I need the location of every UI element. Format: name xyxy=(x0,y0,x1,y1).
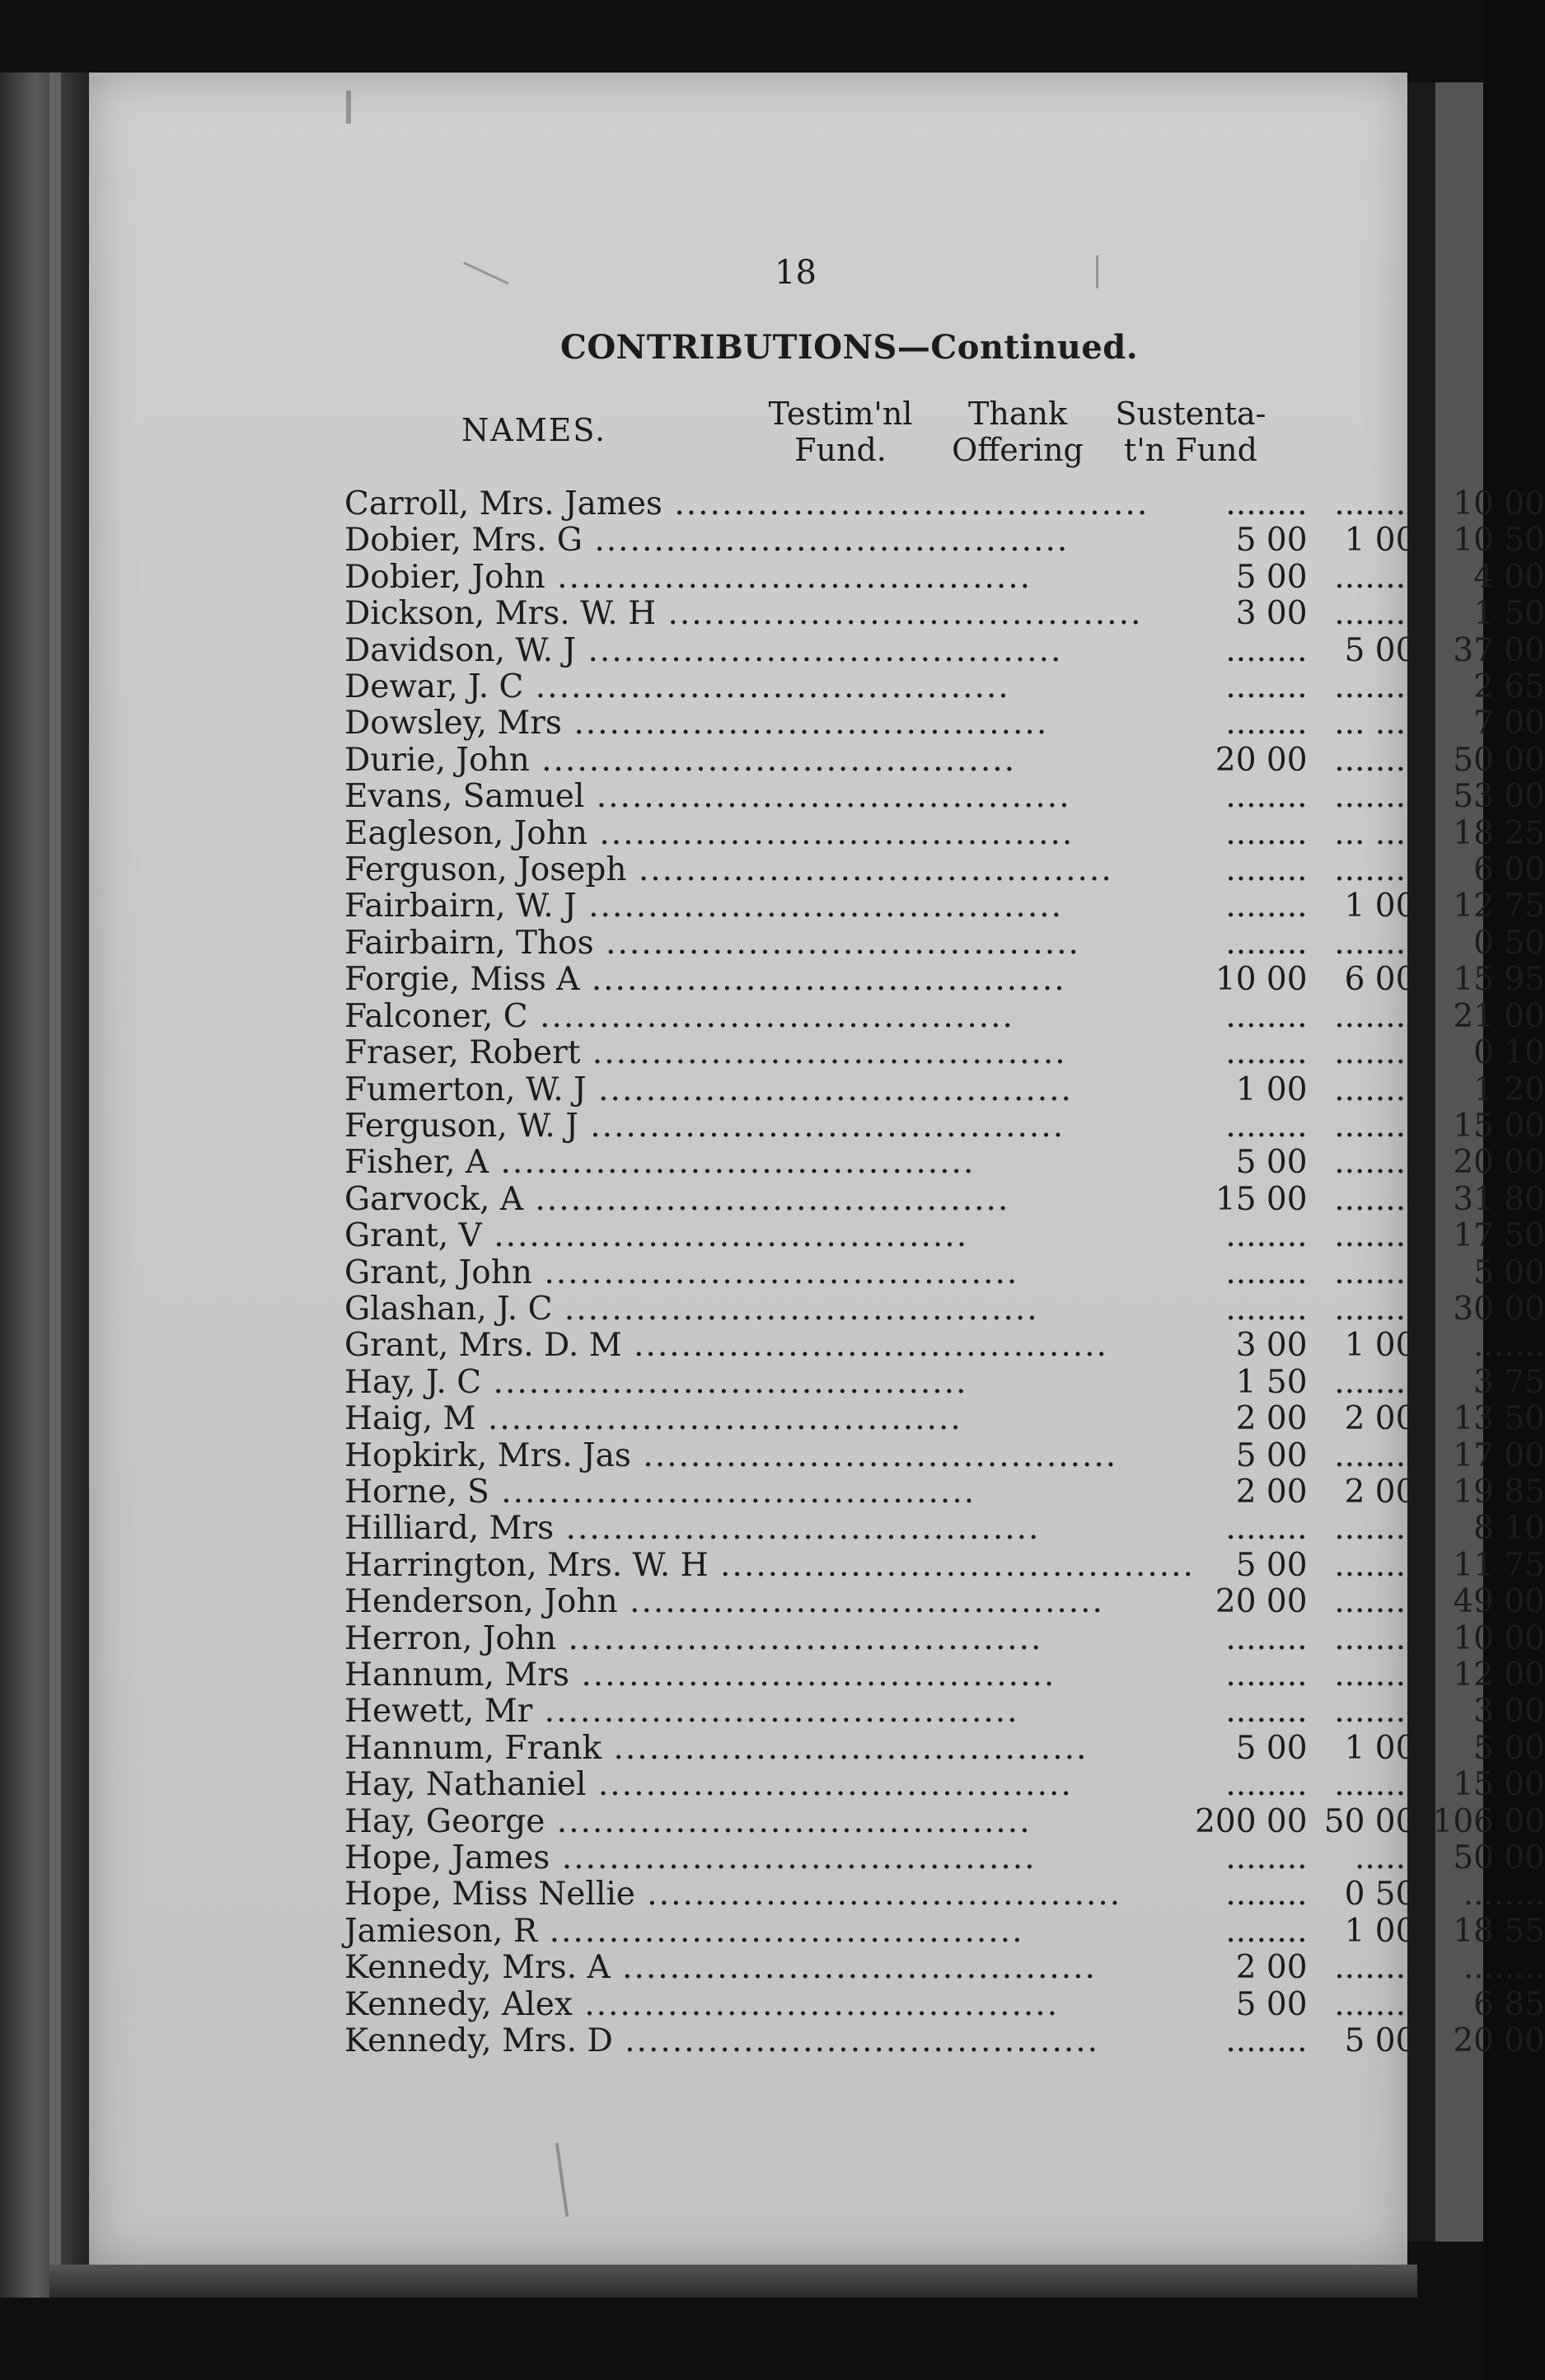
contributor-name-cell xyxy=(344,633,1195,669)
contributor-name: Durie, John ..... xyxy=(344,742,1016,779)
contributor-name: Fumerton, W. J ..... xyxy=(344,1071,1073,1108)
sustentation-fund-amount: 5 00 xyxy=(1473,1729,1545,1767)
sustentation-fund-amount: 15 95 xyxy=(1453,961,1545,999)
table-row xyxy=(344,669,1545,705)
table-row xyxy=(344,1108,1545,1145)
header-line: Testim'nl xyxy=(768,396,913,432)
contributor-name: Hewett, Mr ..... xyxy=(344,1693,1019,1730)
sustentation-fund-amount: 10 50 xyxy=(1453,522,1545,560)
thank-offering-amount: 1 00 xyxy=(1344,522,1416,560)
sustentation-fund-amount: 17 50 xyxy=(1453,1217,1545,1255)
contributor-name-cell xyxy=(344,486,1195,522)
testimonial-fund-amount: ........ xyxy=(1225,631,1308,669)
contributor-name: Eagleson, John ..... xyxy=(344,815,1074,852)
sustentation-fund-amount: 6 85 xyxy=(1473,1985,1545,2023)
contributor-name-cell xyxy=(344,1950,1195,1986)
contributor-name-cell xyxy=(344,1840,1195,1876)
sustentation-fund-amount: 50 00 xyxy=(1453,741,1545,779)
table-row xyxy=(344,1401,1545,1437)
thank-offering-amount: ........ xyxy=(1334,558,1416,596)
testimonial-fund-amount: 5 00 xyxy=(1235,558,1308,596)
table-row xyxy=(344,779,1545,815)
testimonial-fund-amount: ........ xyxy=(1225,888,1308,925)
column-header-testimonial-fund xyxy=(750,396,931,468)
contributor-name-cell xyxy=(344,1401,1195,1437)
paper-speck xyxy=(346,91,351,124)
sustentation-fund-amount: 53 00 xyxy=(1453,778,1545,816)
table-row xyxy=(344,1876,1545,1913)
testimonial-fund-amount: 5 00 xyxy=(1235,1144,1308,1182)
contributor-name: Kennedy, Alex ..... xyxy=(344,1986,1059,2023)
testimonial-fund-amount: 3 00 xyxy=(1235,1327,1308,1365)
table-row xyxy=(344,1548,1545,1584)
table-row xyxy=(344,925,1545,962)
contributor-name: Ferguson, Joseph ..... xyxy=(344,851,1113,888)
contributor-name-cell xyxy=(344,1438,1195,1474)
contributor-name-cell xyxy=(344,1804,1195,1840)
testimonial-fund-amount: 5 00 xyxy=(1235,1985,1308,2023)
contributor-name: Kennedy, Mrs. D ..... xyxy=(344,2022,1099,2059)
thank-offering-amount: ........ xyxy=(1334,1766,1416,1804)
table-row xyxy=(344,1365,1545,1401)
column-header-names: NAMES. xyxy=(461,412,607,448)
sustentation-fund-amount: 12 75 xyxy=(1453,888,1545,925)
table-row xyxy=(344,705,1545,742)
contributor-name-cell xyxy=(344,1182,1195,1218)
table-row xyxy=(344,999,1545,1035)
contributor-name-cell xyxy=(344,1035,1195,1071)
contributor-name: Fairbairn, Thos ..... xyxy=(344,925,1080,962)
thank-offering-amount: ........ xyxy=(1334,924,1416,962)
table-row xyxy=(344,1072,1545,1108)
sustentation-fund-amount: 0 50 xyxy=(1473,924,1545,962)
contributor-name: Dobier, Mrs. G ..... xyxy=(344,522,1069,559)
contributor-name: Hay, J. C ..... xyxy=(344,1364,967,1401)
testimonial-fund-amount: ........ xyxy=(1225,997,1308,1035)
contributor-name-cell xyxy=(344,1108,1195,1145)
thank-offering-amount: ........ xyxy=(1334,778,1416,816)
testimonial-fund-amount: ........ xyxy=(1225,1253,1308,1291)
testimonial-fund-amount: 5 00 xyxy=(1235,522,1308,560)
contributor-name-cell xyxy=(344,1876,1195,1913)
contributor-name-cell xyxy=(344,1694,1195,1730)
thank-offering-amount: 0 50 xyxy=(1344,1876,1416,1914)
sustentation-fund-amount: 30 00 xyxy=(1453,1290,1545,1328)
thank-offering-amount: ........ xyxy=(1334,1253,1416,1291)
contributor-name-cell xyxy=(344,1914,1195,1950)
thank-offering-amount: ........ xyxy=(1334,1656,1416,1694)
table-row xyxy=(344,1511,1545,1547)
sustentation-fund-amount: 37 00 xyxy=(1453,631,1545,669)
sustentation-fund-amount: 21 00 xyxy=(1453,997,1545,1035)
testimonial-fund-amount: 15 00 xyxy=(1215,1180,1308,1218)
sustentation-fund-amount: 0 10 xyxy=(1473,1034,1545,1072)
page-number: 18 xyxy=(775,254,817,292)
thank-offering-amount: ........ xyxy=(1334,1510,1416,1548)
contributor-name-cell xyxy=(344,1255,1195,1291)
table-row xyxy=(344,522,1545,559)
contributor-name-cell xyxy=(344,1731,1195,1767)
testimonial-fund-amount: ........ xyxy=(1225,1876,1308,1914)
contributor-name: Hope, Miss Nellie ..... xyxy=(344,1876,1121,1913)
contributor-name: Henderson, John ..... xyxy=(344,1583,1104,1620)
table-row xyxy=(344,1987,1545,2023)
contributor-name: Falconer, C ..... xyxy=(344,998,1014,1035)
testimonial-fund-amount: ........ xyxy=(1225,1217,1308,1255)
thank-offering-amount: ........ xyxy=(1334,997,1416,1035)
contributor-name: Grant, V ..... xyxy=(344,1217,968,1254)
table-row xyxy=(344,1218,1545,1254)
sustentation-fund-amount: 50 00 xyxy=(1453,1839,1545,1877)
contributor-name-cell xyxy=(344,1657,1195,1694)
sustentation-fund-amount: 2 65 xyxy=(1473,668,1545,706)
contributor-name: Hannum, Mrs ..... xyxy=(344,1656,1056,1694)
table-row xyxy=(344,1804,1545,1840)
contributions-table-body xyxy=(344,486,1545,2059)
contributor-name: Forgie, Miss A ..... xyxy=(344,961,1066,998)
column-header-thank-offering xyxy=(927,396,1108,468)
contributor-name: Horne, S ..... xyxy=(344,1473,976,1511)
table-row xyxy=(344,1255,1545,1291)
testimonial-fund-amount: 5 00 xyxy=(1235,1729,1308,1767)
contributor-name-cell xyxy=(344,1584,1195,1620)
contributor-name-cell xyxy=(344,1548,1195,1584)
contributor-name-cell xyxy=(344,1145,1195,1181)
contributor-name: Dobier, John ..... xyxy=(344,559,1032,596)
table-row xyxy=(344,1584,1545,1620)
table-row xyxy=(344,1035,1545,1071)
contributor-name: Hope, James ..... xyxy=(344,1839,1037,1876)
testimonial-fund-amount: ........ xyxy=(1225,2022,1308,2060)
sustentation-fund-amount: 3 00 xyxy=(1473,1693,1545,1731)
testimonial-fund-amount: ........ xyxy=(1225,1839,1308,1877)
thank-offering-amount: 5 00 xyxy=(1344,631,1416,669)
book-binding xyxy=(0,73,89,2298)
testimonial-fund-amount: 20 00 xyxy=(1215,741,1308,779)
table-row xyxy=(344,743,1545,779)
sustentation-fund-amount: 1 20 xyxy=(1473,1071,1545,1108)
sustentation-fund-amount: ........ xyxy=(1463,1876,1545,1914)
contributor-name: Hay, Nathaniel ..... xyxy=(344,1766,1073,1803)
contributor-name-cell xyxy=(344,1767,1195,1803)
sustentation-fund-amount: 31 80 xyxy=(1453,1180,1545,1218)
sustentation-fund-amount: 20 00 xyxy=(1453,1144,1545,1182)
table-row xyxy=(344,888,1545,925)
contributor-name: Hopkirk, Mrs. Jas ..... xyxy=(344,1437,1117,1474)
testimonial-fund-amount: ........ xyxy=(1225,1619,1308,1657)
contributor-name: Davidson, W. J ..... xyxy=(344,632,1062,669)
thank-offering-amount: ... .... xyxy=(1334,814,1416,852)
contributor-name: Hannum, Frank ..... xyxy=(344,1730,1088,1767)
table-row xyxy=(344,1438,1545,1474)
contributor-name: Grant, Mrs. D. M ..... xyxy=(344,1327,1108,1364)
contributor-name-cell xyxy=(344,1218,1195,1254)
sustentation-fund-amount: 15 00 xyxy=(1453,1107,1545,1145)
thank-offering-amount: ........ xyxy=(1334,1034,1416,1072)
testimonial-fund-amount: 2 00 xyxy=(1235,1949,1308,1987)
testimonial-fund-amount: ........ xyxy=(1225,1034,1308,1072)
sustentation-fund-amount: 7 00 xyxy=(1473,705,1545,743)
testimonial-fund-amount: ........ xyxy=(1225,1693,1308,1731)
contributor-name-cell xyxy=(344,962,1195,998)
contributor-name: Hay, George ..... xyxy=(344,1803,1032,1840)
thank-offering-amount: ........ xyxy=(1334,1436,1416,1474)
contributor-name: Jamieson, R ..... xyxy=(344,1913,1023,1950)
contributor-name-cell xyxy=(344,1291,1195,1328)
thank-offering-amount: ........ xyxy=(1334,1949,1416,1987)
contributor-name-cell xyxy=(344,705,1195,742)
contributor-name: Garvock, A ..... xyxy=(344,1181,1009,1218)
contributor-name: Dewar, J. C ..... xyxy=(344,668,1010,705)
sustentation-fund-amount: 18 25 xyxy=(1453,814,1545,852)
column-header-sustentation-fund xyxy=(1100,396,1281,468)
testimonial-fund-amount: ........ xyxy=(1225,1510,1308,1548)
table-row xyxy=(344,1328,1545,1364)
sustentation-fund-amount: 20 00 xyxy=(1453,2022,1545,2060)
contributor-name-cell xyxy=(344,999,1195,1035)
testimonial-fund-amount: ........ xyxy=(1225,851,1308,889)
testimonial-fund-amount: ........ xyxy=(1225,1912,1308,1950)
sustentation-fund-amount: 15 00 xyxy=(1453,1766,1545,1804)
table-row xyxy=(344,1657,1545,1694)
contributor-name: Dickson, Mrs. W. H ..... xyxy=(344,595,1142,632)
table-row xyxy=(344,1950,1545,1986)
paper-speck xyxy=(1096,255,1098,288)
thank-offering-amount: ........ xyxy=(1334,1180,1416,1218)
thank-offering-amount: 2 00 xyxy=(1344,1400,1416,1438)
sustentation-fund-amount: 11 75 xyxy=(1453,1546,1545,1584)
contributor-name-cell xyxy=(344,2023,1195,2059)
contributor-name-cell xyxy=(344,743,1195,779)
contributor-name: Evans, Samuel ..... xyxy=(344,778,1071,815)
contributor-name-cell xyxy=(344,1474,1195,1511)
sustentation-fund-amount: ........ xyxy=(1463,1949,1545,1987)
testimonial-fund-amount: ........ xyxy=(1225,1766,1308,1804)
sustentation-fund-amount: 10 00 xyxy=(1453,1619,1545,1657)
sustentation-fund-amount: 49 00 xyxy=(1453,1583,1545,1621)
thank-offering-amount: 5 00 xyxy=(1344,2022,1416,2060)
contributor-name-cell xyxy=(344,560,1195,596)
contributor-name: Fraser, Robert ..... xyxy=(344,1034,1067,1071)
sustentation-fund-amount: 18 55 xyxy=(1453,1912,1545,1950)
contributor-name-cell xyxy=(344,522,1195,559)
contributor-name: Kennedy, Mrs. A ..... xyxy=(344,1949,1097,1986)
testimonial-fund-amount: 1 00 xyxy=(1235,1071,1308,1108)
contributor-name: Glashan, J. C ..... xyxy=(344,1291,1039,1328)
table-row xyxy=(344,852,1545,888)
table-row xyxy=(344,633,1545,669)
testimonial-fund-amount: 1 50 xyxy=(1235,1363,1308,1401)
thank-offering-amount: 2 00 xyxy=(1344,1473,1416,1511)
contributor-name-cell xyxy=(344,1328,1195,1364)
binding-edge xyxy=(49,73,61,2298)
contributor-name: Hilliard, Mrs ..... xyxy=(344,1510,1040,1547)
thank-offering-amount: ........ xyxy=(1334,1363,1416,1401)
table-row xyxy=(344,1914,1545,1950)
contributor-name-cell xyxy=(344,1511,1195,1547)
sustentation-fund-amount: 13 50 xyxy=(1453,1400,1545,1438)
header-line: Offering xyxy=(952,432,1084,468)
table-row xyxy=(344,1767,1545,1803)
testimonial-fund-amount: ........ xyxy=(1225,1107,1308,1145)
table-row xyxy=(344,1840,1545,1876)
contributor-name: Harrington, Mrs. W. H ..... xyxy=(344,1547,1195,1584)
thank-offering-amount: 1 00 xyxy=(1344,1327,1416,1365)
contributor-name: Ferguson, W. J ..... xyxy=(344,1108,1065,1145)
table-row xyxy=(344,1182,1545,1218)
testimonial-fund-amount: ........ xyxy=(1225,668,1308,706)
thank-offering-amount: ........ xyxy=(1334,1144,1416,1182)
contributor-name-cell xyxy=(344,596,1195,632)
sustentation-fund-amount: 5 00 xyxy=(1473,1253,1545,1291)
contributor-name: Herron, John ..... xyxy=(344,1620,1042,1657)
table-row xyxy=(344,1145,1545,1181)
thank-offering-amount: ........ xyxy=(1334,1619,1416,1657)
thank-offering-amount: ........ xyxy=(1334,1693,1416,1731)
contributor-name: Haig, M ..... xyxy=(344,1400,962,1437)
thank-offering-amount: ........ xyxy=(1334,485,1416,522)
testimonial-fund-amount: 3 00 xyxy=(1235,595,1308,633)
sustentation-fund-amount: 19 85 xyxy=(1453,1473,1545,1511)
testimonial-fund-amount: 5 00 xyxy=(1235,1436,1308,1474)
contributor-name-cell xyxy=(344,852,1195,888)
contributor-name: Fairbairn, W. J ..... xyxy=(344,888,1063,925)
thank-offering-amount: 1 00 xyxy=(1344,888,1416,925)
sustentation-fund-amount: 17 00 xyxy=(1453,1436,1545,1474)
sustentation-fund-amount: 4 00 xyxy=(1473,558,1545,596)
thank-offering-amount: ... .... xyxy=(1334,705,1416,743)
testimonial-fund-amount: 2 00 xyxy=(1235,1400,1308,1438)
testimonial-fund-amount: ........ xyxy=(1225,705,1308,743)
testimonial-fund-amount: ........ xyxy=(1225,1656,1308,1694)
thank-offering-amount: ........ xyxy=(1334,1107,1416,1145)
contributor-name-cell xyxy=(344,1987,1195,2023)
testimonial-fund-amount: ........ xyxy=(1225,924,1308,962)
testimonial-fund-amount: 5 00 xyxy=(1235,1546,1308,1584)
thank-offering-amount: ........ xyxy=(1334,595,1416,633)
testimonial-fund-amount: ........ xyxy=(1225,814,1308,852)
sustentation-fund-amount: 8 10 xyxy=(1473,1510,1545,1548)
testimonial-fund-amount: ........ xyxy=(1225,778,1308,816)
contributor-name-cell xyxy=(344,1365,1195,1401)
sustentation-fund-amount: 3 75 xyxy=(1473,1363,1545,1401)
thank-offering-amount: ...... xyxy=(1355,1839,1416,1877)
table-row xyxy=(344,596,1545,632)
thank-offering-amount: ........ xyxy=(1334,851,1416,889)
sustentation-fund-amount: 12 00 xyxy=(1453,1656,1545,1694)
testimonial-fund-amount: 200 00 xyxy=(1195,1802,1308,1840)
thank-offering-amount: ........ xyxy=(1334,1217,1416,1255)
thank-offering-amount: ........ xyxy=(1334,1985,1416,2023)
contributor-name-cell xyxy=(344,1621,1195,1657)
table-row xyxy=(344,2023,1545,2059)
contributor-name-cell xyxy=(344,1072,1195,1108)
sustentation-fund-amount: ....... xyxy=(1473,1327,1545,1365)
table-row xyxy=(344,1474,1545,1511)
thank-offering-amount: ........ xyxy=(1334,1071,1416,1108)
header-line: Thank xyxy=(968,396,1067,432)
thank-offering-amount: 6 00 xyxy=(1344,961,1416,999)
header-line: Fund. xyxy=(794,432,887,468)
contributor-name: Grant, John ..... xyxy=(344,1254,1018,1291)
thank-offering-amount: 50 00 xyxy=(1323,1802,1416,1840)
thank-offering-amount: 1 00 xyxy=(1344,1729,1416,1767)
header-line: Sustenta- xyxy=(1115,396,1266,432)
testimonial-fund-amount: ........ xyxy=(1225,485,1308,522)
contributor-name: Fisher, A ..... xyxy=(344,1144,975,1181)
thank-offering-amount: ........ xyxy=(1334,1290,1416,1328)
contributor-name: Dowsley, Mrs ..... xyxy=(344,705,1048,742)
sustentation-fund-amount: 1 50 xyxy=(1473,595,1545,633)
bottom-page-edge xyxy=(49,2265,1417,2298)
table-row xyxy=(344,560,1545,596)
thank-offering-amount: ........ xyxy=(1334,741,1416,779)
contributor-name-cell xyxy=(344,669,1195,705)
header-line: t'n Fund xyxy=(1124,432,1257,468)
testimonial-fund-amount: 20 00 xyxy=(1215,1583,1308,1621)
sustentation-fund-amount: 10 00 xyxy=(1453,485,1545,522)
table-row xyxy=(344,1731,1545,1767)
thank-offering-amount: ........ xyxy=(1334,1583,1416,1621)
sustentation-fund-amount: 106 00 xyxy=(1432,1802,1545,1840)
table-row xyxy=(344,816,1545,852)
contributor-name-cell xyxy=(344,779,1195,815)
thank-offering-amount: ........ xyxy=(1334,1546,1416,1584)
thank-offering-amount: 1 00 xyxy=(1344,1912,1416,1950)
contributor-name: Carroll, Mrs. James ..... xyxy=(344,485,1149,522)
contributor-name-cell xyxy=(344,888,1195,925)
contributor-name-cell xyxy=(344,816,1195,852)
testimonial-fund-amount: 10 00 xyxy=(1215,961,1308,999)
table-row xyxy=(344,962,1545,998)
contributor-name-cell xyxy=(344,925,1195,962)
page-title: CONTRIBUTIONS—Continued. xyxy=(560,328,1139,367)
table-row xyxy=(344,486,1545,522)
sustentation-fund-amount: 6 00 xyxy=(1473,851,1545,889)
thank-offering-amount: ........ xyxy=(1334,668,1416,706)
testimonial-fund-amount: 2 00 xyxy=(1235,1473,1308,1511)
table-row xyxy=(344,1621,1545,1657)
table-row xyxy=(344,1291,1545,1328)
table-row xyxy=(344,1694,1545,1730)
contributions-table xyxy=(344,486,1545,2059)
testimonial-fund-amount: ........ xyxy=(1225,1290,1308,1328)
